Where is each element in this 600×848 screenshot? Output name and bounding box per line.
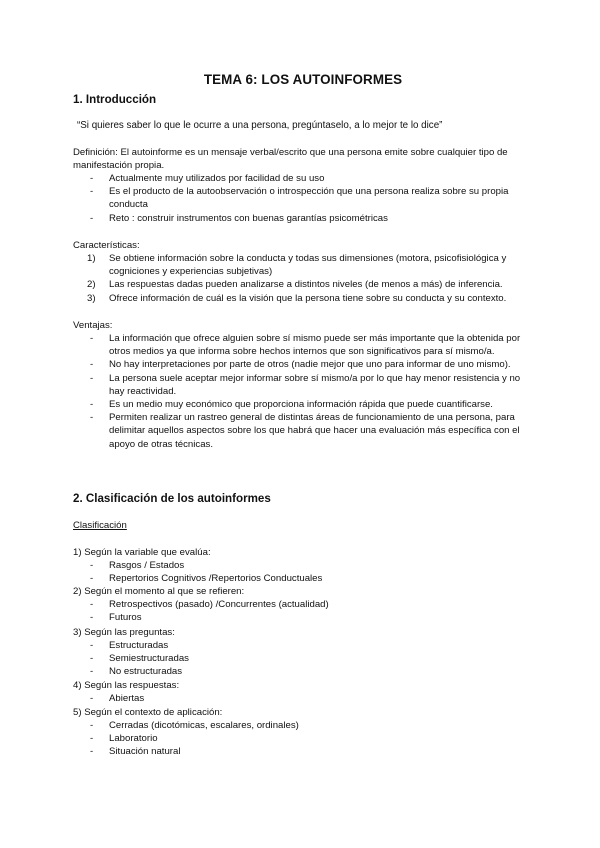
dash-marker: - <box>90 359 94 371</box>
dash-marker: - <box>90 653 94 665</box>
list-item: - Reto : construir instrumentos con buenas garantías psicométricas <box>90 212 388 224</box>
dash-marker: - <box>90 612 94 624</box>
dash-marker: - <box>90 733 94 745</box>
list-item: - No estructuradas <box>90 666 183 678</box>
number-marker: 2) <box>87 279 96 291</box>
dash-marker: - <box>90 560 94 571</box>
list-item: - Repertorios Cognitivos /Repertorios Conductuales <box>90 573 323 585</box>
number-marker: 3) <box>87 292 96 304</box>
dash-marker: - <box>90 173 94 184</box>
list-item: - La información que ofrece alguien sobre sí mismo puede ser más importante que la obtenida por otros medios ya que informa sobre hechos internos que son significativos para sí mismo/a. <box>90 333 521 358</box>
dash-marker: - <box>90 372 94 384</box>
section-heading-clasificacion: 2. Clasificación de los autoinformes <box>73 492 271 505</box>
dash-marker: - <box>90 333 94 344</box>
list-item: - Retrospectivos (pasado) /Concurrentes (actualidad) <box>90 599 329 610</box>
dash-marker: - <box>90 720 94 731</box>
list-item: - La persona suele aceptar mejor informar sobre sí mismo/a por lo que hay menor resistencia y no hay reactividad. <box>90 372 521 397</box>
list-item: - Rasgos / Estados <box>90 560 185 571</box>
list-item: - Semiestructuradas <box>90 653 189 665</box>
list-item: - Permiten realizar un rastreo general de distintas áreas de funcionamiento de una persona, para delimitar aquellos aspectos sobre los que habrá que hacer una evaluación más específica con el apoyo de otras técnicas. <box>90 412 520 450</box>
group-label: 1) Según la variable que evalúa: <box>73 547 211 558</box>
list-item: - Estructuradas <box>90 640 169 651</box>
ventajas-list <box>73 332 533 451</box>
dash-marker: - <box>90 599 94 610</box>
dash-marker: - <box>90 212 94 224</box>
group-list <box>73 639 533 679</box>
list-item: - Actualmente muy utilizados por facilidad de su uso <box>90 173 325 184</box>
caracteristicas-label: Características: <box>73 240 140 251</box>
list-item: - No hay interpretaciones por parte de otros (nadie mejor que uno para informar de uno mismo). <box>90 359 511 371</box>
group-label: 3) Según las preguntas: <box>73 627 175 638</box>
page-title: TEMA 6: LOS AUTOINFORMES <box>203 72 403 87</box>
definition-list <box>73 172 533 225</box>
list-item: - Es el producto de la autoobservación o introspección que una persona realiza sobre su propia conducta <box>90 186 509 211</box>
ventajas-label: Ventajas: <box>73 320 113 331</box>
definition-paragraph: Definición: El autoinforme es un mensaje verbal/escrito que una persona emite sobre cualquier tipo de manifestación propia. <box>73 147 508 172</box>
dash-marker: - <box>90 186 94 198</box>
clasificacion-subheading: Clasificación <box>73 520 127 531</box>
list-item: - Es un medio muy económico que proporciona información rápida que puede cuantificarse. <box>90 399 493 411</box>
dash-marker: - <box>90 640 94 651</box>
group-label: 4) Según las respuestas: <box>73 680 180 691</box>
list-item: - Cerradas (dicotómicas, escalares, ordinales) <box>90 720 299 731</box>
group-label: 2) Según el momento al que se refieren: <box>73 586 245 597</box>
list-item: 2) Las respuestas dadas pueden analizarse a distintos niveles (de menos a más) de inferencia. <box>87 279 503 291</box>
group-list <box>73 598 533 624</box>
group-list <box>73 692 533 705</box>
list-item: - Laboratorio <box>90 733 158 745</box>
number-marker: 1) <box>87 253 96 264</box>
dash-marker: - <box>90 666 94 678</box>
dash-marker: - <box>90 412 94 424</box>
group-list <box>73 559 533 585</box>
caracteristicas-list <box>73 252 533 305</box>
dash-marker: - <box>90 746 94 758</box>
list-item: 1) Se obtiene información sobre la conducta y todas sus dimensiones (motora, psicofisiológica y cogniciones y experiencias subjetivas) <box>87 253 507 278</box>
list-item: - Situación natural <box>90 746 181 758</box>
group-label: 5) Según el contexto de aplicación: <box>73 707 223 718</box>
dash-marker: - <box>90 573 94 585</box>
dash-marker: - <box>90 399 94 411</box>
dash-marker: - <box>90 693 94 704</box>
list-item: - Futuros <box>90 612 142 624</box>
list-item: 3) Ofrece información de cuál es la visión que la persona tiene sobre su conducta y su contexto. <box>87 292 507 304</box>
group-list <box>73 719 533 759</box>
list-item: - Abiertas <box>90 693 145 704</box>
section-heading-introduccion: 1. Introducción <box>73 93 157 106</box>
intro-quote: “Si quieres saber lo que le ocurre a una persona, pregúntaselo, a lo mejor te lo dice” <box>77 120 443 131</box>
